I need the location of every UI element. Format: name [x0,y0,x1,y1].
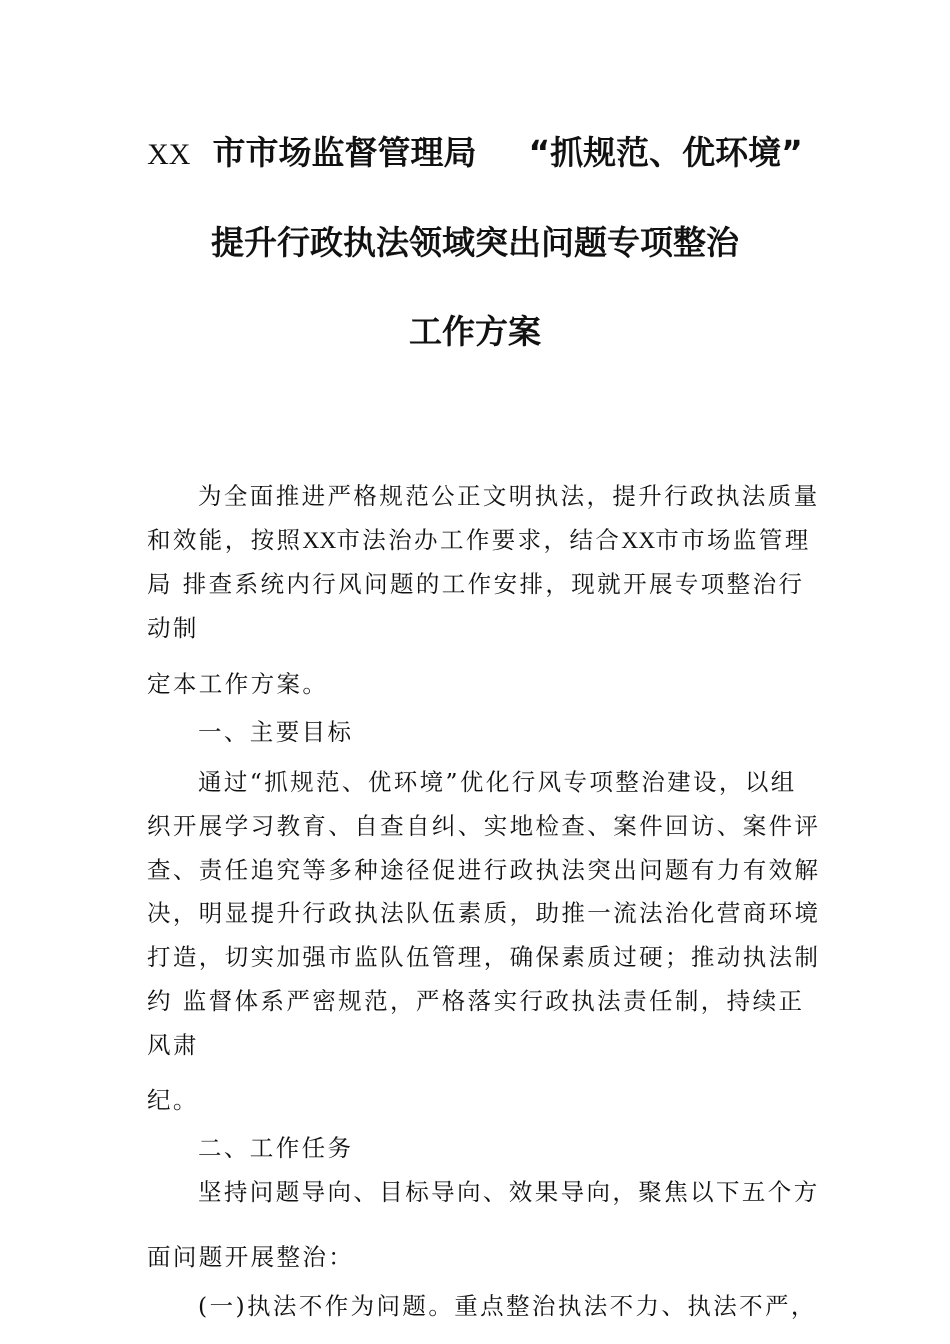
body-line: 面问题开展整治： [147,1243,355,1271]
title-quote: “抓规范、优环境” [528,133,803,172]
body-line: 约 监督体系严密规范，严格落实行政执法责任制，持续正 [147,987,805,1015]
body-line: 坚持问题导向、目标导向、效果导向，聚焦以下五个方 [198,1178,820,1206]
title-org: 市市场监督管理局 [212,133,477,172]
body-line: 织开展学习教育、自查自纠、实地检查、案件回访、案件评 [147,812,821,840]
title-line-3: 工作方案 [409,312,541,351]
body-line: 通过“抓规范、优环境”优化行风专项整治建设，以组 [198,768,797,796]
intro-line: 局 排查系统内行风问题的工作安排，现就开展专项整治行 [147,570,805,598]
body-line: 纪。 [147,1086,199,1114]
section-heading: 二、工作任务 [198,1134,354,1162]
body-line: 查、责任追究等多种途径促进行政执法突出问题有力有效解 [147,856,821,884]
body-line: 决，明显提升行政执法队伍素质，助推一流法治化营商环境 [147,899,821,927]
section-heading: 一、主要目标 [198,718,354,746]
intro-line: 和效能，按照XX市法治办工作要求，结合XX市市场监管理 [147,526,811,554]
list-item: (一)执法不作为问题。重点整治执法不力、执法不严， [198,1292,817,1320]
intro-line: 定本工作方案。 [147,670,329,698]
body-line: 风肃 [147,1031,199,1059]
intro-line: 动制 [147,614,199,642]
title-line-1 [0,131,950,177]
intro-line: 为全面推进严格规范公正文明执法，提升行政执法质量 [198,482,820,510]
title-prefix: XX [147,138,191,171]
body-line: 打造，切实加强市监队伍管理，确保素质过硬；推动执法制 [147,943,821,971]
title-line-2: 提升行政执法领域突出问题专项整治 [211,223,739,262]
